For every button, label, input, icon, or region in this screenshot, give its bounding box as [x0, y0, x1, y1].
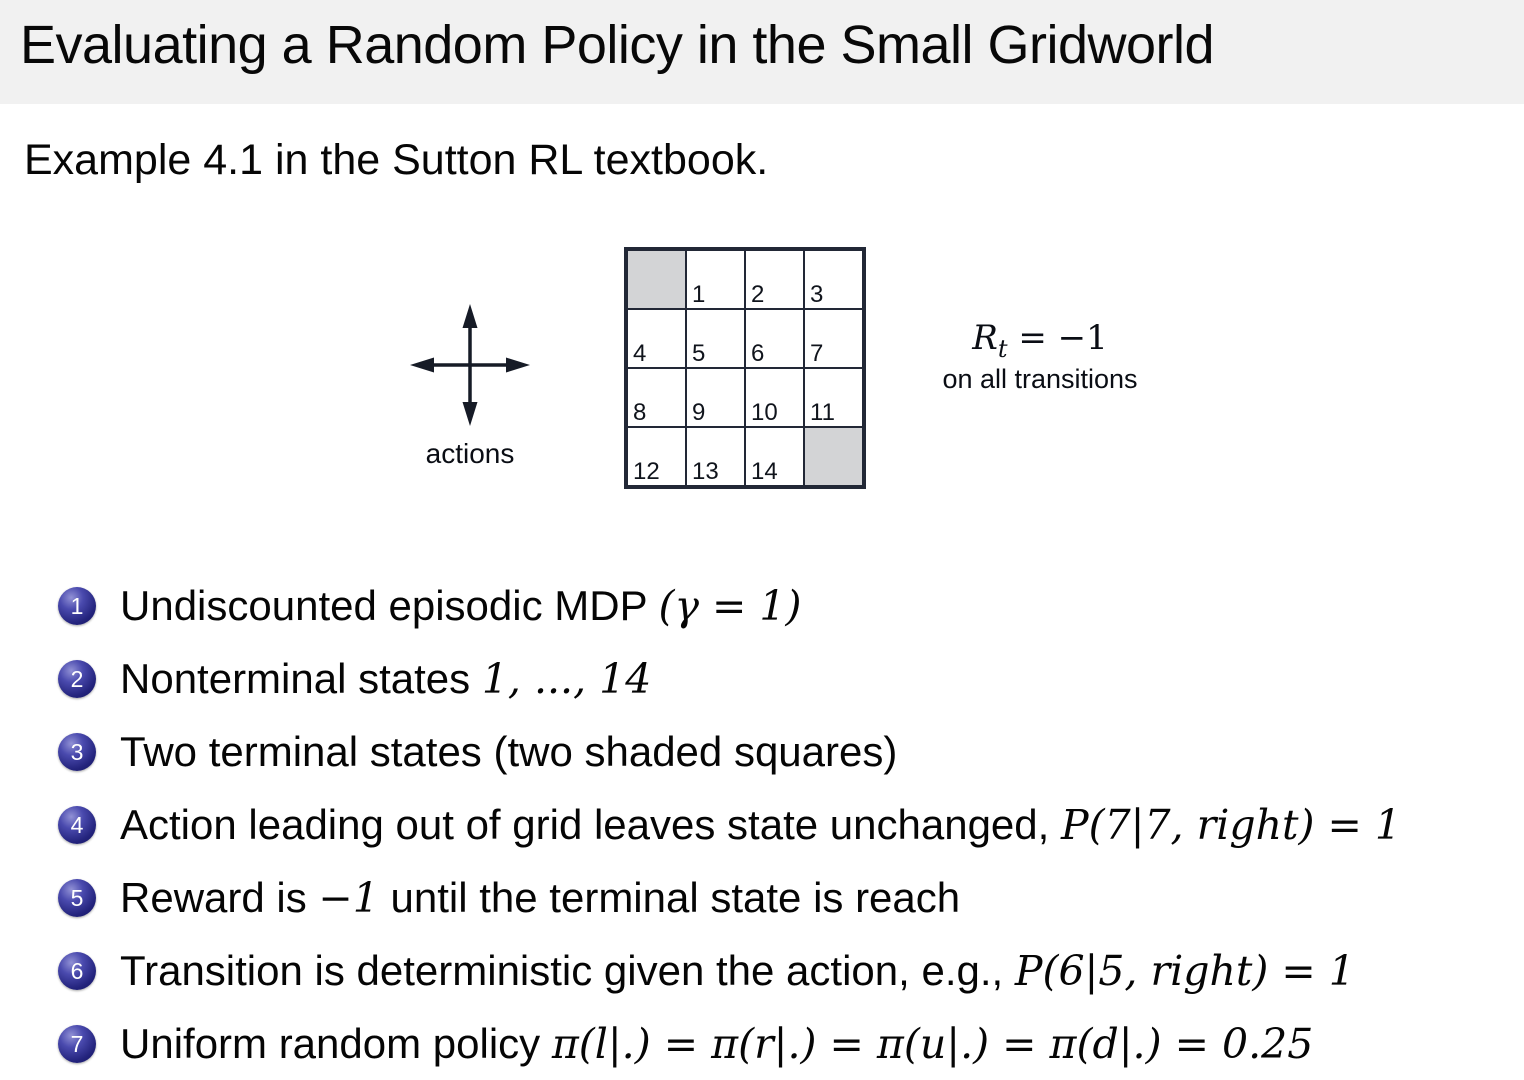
grid-cell: 11	[804, 368, 863, 427]
list-item	[58, 1018, 1313, 1070]
list-item	[58, 726, 897, 778]
item-text: Nonterminal states 1, ..., 14	[120, 655, 652, 703]
grid-cell: 12	[627, 427, 686, 486]
grid-cell: 13	[686, 427, 745, 486]
grid-cell-terminal	[627, 250, 686, 309]
item-number-badge: 7	[58, 1025, 96, 1063]
item-number-badge: 6	[58, 952, 96, 990]
list-item	[58, 945, 1355, 997]
reward-caption: on all transitions	[942, 363, 1138, 394]
item-text: Transition is deterministic given the action, e.g., P(6|5, right) = 1	[120, 947, 1355, 995]
item-number-badge: 1	[58, 587, 96, 625]
item-number-badge: 5	[58, 879, 96, 917]
item-text: Action leading out of grid leaves state unchanged, P(7|7, right) = 1	[120, 801, 1401, 849]
item-number-badge: 3	[58, 733, 96, 771]
grid-cell: 4	[627, 309, 686, 368]
reward-annotation	[915, 318, 1165, 395]
actions-cross-icon	[408, 302, 532, 433]
list-item	[58, 653, 651, 705]
grid-cell: 8	[627, 368, 686, 427]
list-item	[58, 580, 802, 632]
item-text: Uniform random policy π(l|.) = π(r|.) = π(u|.) = π(d|.) = 0.25	[120, 1020, 1314, 1068]
grid-cell: 1	[686, 250, 745, 309]
grid-cell: 14	[745, 427, 804, 486]
grid-cell: 3	[804, 250, 863, 309]
grid-cell: 7	[804, 309, 863, 368]
item-number-badge: 2	[58, 660, 96, 698]
item-text: Reward is −1 until the terminal state is reach	[120, 874, 961, 922]
grid-cell-terminal	[804, 427, 863, 486]
slide-subtitle: Example 4.1 in the Sutton RL textbook.	[24, 136, 769, 184]
grid-cell: 6	[745, 309, 804, 368]
item-text: Undiscounted episodic MDP (γ = 1)	[120, 582, 802, 630]
slide-title: Evaluating a Random Policy in the Small Gridworld	[20, 15, 1215, 75]
gridworld-grid	[624, 247, 866, 489]
actions-label: actions	[425, 438, 515, 469]
grid-cell: 5	[686, 309, 745, 368]
grid-cell: 2	[745, 250, 804, 309]
list-item	[58, 799, 1401, 851]
title-bar	[0, 0, 1524, 104]
list-item	[58, 872, 960, 924]
reward-formula: $R_t = -1$	[972, 318, 1108, 363]
grid-cell: 9	[686, 368, 745, 427]
grid-cell: 10	[745, 368, 804, 427]
item-number-badge: 4	[58, 806, 96, 844]
item-text: Two terminal states (two shaded squares)	[120, 728, 898, 775]
four-direction-arrows-icon	[408, 302, 532, 428]
